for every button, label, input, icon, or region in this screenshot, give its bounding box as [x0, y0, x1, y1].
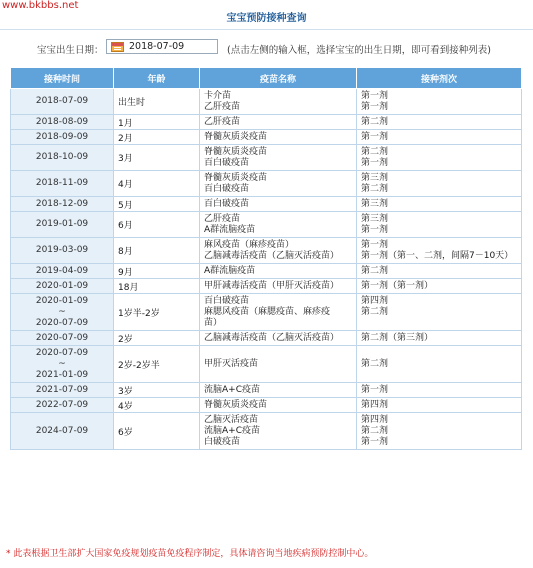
cell-date-line: 2020-07-09: [35, 347, 89, 358]
cell-vaccine-line: 甲肝减毒活疫苗（甲肝灭活疫苗）: [204, 280, 340, 291]
cell-vaccine-line: A群流脑疫苗: [204, 265, 256, 276]
cell-date-line: ~: [58, 358, 66, 369]
cell-dose-line: 第一剂（第一剂）: [361, 280, 434, 291]
cell-vaccine-line: 白破疫苗: [204, 436, 241, 447]
cell-vaccine: [200, 197, 357, 212]
cell-vaccine-line: 苗）: [204, 317, 223, 328]
cell-date-line: 2020-01-09: [35, 295, 89, 306]
table-row: [11, 197, 522, 212]
table-row: [11, 89, 522, 115]
cell-dose-line: 第二剂: [361, 425, 389, 436]
cell-vaccine-line: 麻风疫苗（麻疹疫苗）: [204, 239, 295, 250]
cell-vaccine: [200, 398, 357, 413]
dob-value: 2018-07-09: [129, 41, 185, 52]
cell-dose-line: 第一剂: [361, 131, 389, 142]
cell-date: [11, 398, 114, 413]
table-row: [11, 130, 522, 145]
cell-vaccine: [200, 294, 357, 331]
cell-date: [11, 145, 114, 171]
title-divider: [0, 29, 533, 30]
cell-date-line: 2020-07-09: [35, 317, 89, 328]
cell-age: 8月: [114, 238, 200, 264]
cell-vaccine-line: 脊髓灰质炎疫苗: [204, 146, 268, 157]
cell-vaccine-line: 乙肝疫苗: [204, 213, 241, 224]
cell-vaccine-line: 流脑A+C疫苗: [204, 425, 260, 436]
cell-age: 2月: [114, 130, 200, 145]
cell-age: 2岁-2岁半: [114, 346, 200, 383]
cell-date-line: 2019-01-09: [35, 219, 89, 229]
cell-vaccine: [200, 171, 357, 197]
cell-date: [11, 238, 114, 264]
cell-dose: [357, 89, 522, 115]
cell-dose-line: 第三剂: [361, 172, 389, 183]
cell-age: 3月: [114, 145, 200, 171]
cell-vaccine: [200, 115, 357, 130]
header-vaccine: 疫苗名称: [200, 68, 357, 89]
cell-dose-line: 第一剂: [361, 157, 389, 168]
cell-date: [11, 383, 114, 398]
dob-input[interactable]: [106, 39, 218, 54]
cell-dose: [357, 115, 522, 130]
cell-date-line: 2018-07-09: [35, 96, 89, 106]
cell-dose-line: 第一剂: [361, 239, 389, 250]
cell-date: [11, 294, 114, 331]
cell-vaccine: [200, 346, 357, 383]
cell-dose: [357, 398, 522, 413]
cell-dose-line: 第一剂（第一、二剂，间隔7－10天）: [361, 250, 514, 261]
cell-dose-line: 第二剂: [361, 358, 389, 369]
cell-dose: [357, 264, 522, 279]
cell-date-line: 2024-07-09: [35, 425, 89, 436]
cell-date-line: 2018-09-09: [35, 131, 89, 142]
cell-vaccine-line: 卡介苗: [204, 90, 232, 101]
cell-dose: [357, 197, 522, 212]
cell-age: 5月: [114, 197, 200, 212]
vaccination-table: [10, 67, 522, 450]
cell-date-line: 2022-07-09: [35, 399, 89, 410]
cell-vaccine: [200, 279, 357, 294]
cell-dose-line: 第二剂: [361, 306, 389, 317]
cell-age: 1月: [114, 115, 200, 130]
table-row: [11, 279, 522, 294]
cell-date-line: 2018-12-09: [35, 198, 89, 209]
cell-dose-line: 第一剂: [361, 90, 389, 101]
cell-date: [11, 264, 114, 279]
cell-date: [11, 346, 114, 383]
cell-date-line: 2020-01-09: [35, 280, 89, 291]
cell-dose-line: 第三剂: [361, 198, 389, 209]
cell-dose-line: 第四剂: [361, 414, 389, 425]
cell-date-line: 2020-07-09: [35, 332, 89, 343]
table-row: [11, 212, 522, 238]
cell-dose: [357, 279, 522, 294]
cell-vaccine-line: 百白破疫苗: [204, 157, 250, 168]
cell-vaccine: [200, 145, 357, 171]
table-row: [11, 398, 522, 413]
cell-vaccine-line: 乙脑减毒活疫苗（乙脑灭活疫苗）: [204, 332, 340, 343]
cell-dose-line: 第一剂: [361, 224, 389, 235]
header-date: 接种时间: [11, 68, 114, 89]
cell-vaccine-line: 麻腮风疫苗（麻腮疫苗、麻疹疫: [204, 306, 331, 317]
cell-vaccine-line: 乙脑减毒活疫苗（乙脑灭活疫苗）: [204, 250, 340, 261]
cell-date-line: 2019-03-09: [35, 245, 89, 255]
cell-dose-line: 第二剂: [361, 265, 389, 276]
cell-dose: [357, 212, 522, 238]
cell-vaccine: [200, 383, 357, 398]
cell-date-line: 2018-10-09: [35, 152, 89, 162]
cell-dose: [357, 413, 522, 450]
header-age: 年龄: [114, 68, 200, 89]
site-watermark: www.bkbbs.net: [2, 0, 79, 11]
cell-age: 4岁: [114, 398, 200, 413]
cell-date-line: 2019-04-09: [35, 265, 89, 276]
cell-age: 18月: [114, 279, 200, 294]
cell-age: 4月: [114, 171, 200, 197]
cell-dose-line: 第一剂: [361, 384, 389, 395]
table-row: [11, 264, 522, 279]
cell-dose-line: 第二剂: [361, 183, 389, 194]
table-row: [11, 294, 522, 331]
cell-vaccine-line: 百白破疫苗: [204, 183, 250, 194]
table-row: [11, 171, 522, 197]
cell-dose-line: 第三剂: [361, 213, 389, 224]
header-dose: 接种剂次: [357, 68, 522, 89]
cell-dose-line: 第一剂: [361, 101, 389, 112]
table-row: [11, 238, 522, 264]
cell-dose-line: [361, 318, 517, 329]
cell-date-line: 2021-01-09: [35, 369, 89, 380]
cell-date: [11, 212, 114, 238]
dob-hint: (点击左侧的输入框，选择宝宝的出生日期，即可看到接种列表): [227, 45, 491, 56]
cell-vaccine-line: 脊髓灰质炎疫苗: [204, 172, 268, 183]
cell-vaccine: [200, 264, 357, 279]
table-row: [11, 331, 522, 346]
cell-age: 6岁: [114, 413, 200, 450]
cell-vaccine: [200, 238, 357, 264]
cell-dose-line: 第二剂: [361, 116, 389, 127]
cell-dose-line: 第四剂: [361, 295, 389, 306]
table-row: [11, 115, 522, 130]
cell-vaccine-line: 乙肝疫苗: [204, 116, 241, 127]
table-row: [11, 413, 522, 450]
cell-age: 2岁: [114, 331, 200, 346]
cell-date-line: 2018-08-09: [35, 116, 89, 127]
cell-date-line: 2018-11-09: [35, 178, 89, 188]
dob-label: 宝宝出生日期：: [37, 45, 104, 56]
cell-dose: [357, 383, 522, 398]
cell-vaccine-line: 乙脑灭活疫苗: [204, 414, 259, 425]
cell-dose-line: 第一剂: [361, 436, 389, 447]
cell-vaccine-line: 乙肝疫苗: [204, 101, 241, 112]
cell-age: 3岁: [114, 383, 200, 398]
calendar-icon[interactable]: [111, 42, 124, 52]
cell-vaccine-line: A群流脑疫苗: [204, 224, 256, 235]
cell-age: 9月: [114, 264, 200, 279]
cell-vaccine-line: 百白破疫苗: [204, 295, 250, 306]
cell-dose-line: 第四剂: [361, 399, 389, 410]
cell-dose: [357, 130, 522, 145]
cell-vaccine-line: 甲肝灭活疫苗: [204, 358, 259, 369]
cell-date: [11, 89, 114, 115]
cell-date: [11, 171, 114, 197]
cell-date: [11, 115, 114, 130]
cell-date: [11, 279, 114, 294]
cell-dose: [357, 331, 522, 346]
cell-dose-line: 第二剂（第三剂）: [361, 332, 434, 343]
cell-vaccine-line: 流脑A+C疫苗: [204, 384, 260, 395]
cell-vaccine-line: 脊髓灰质炎疫苗: [204, 399, 268, 410]
cell-age: 1岁半-2岁: [114, 294, 200, 331]
cell-dose: [357, 238, 522, 264]
cell-date: [11, 331, 114, 346]
cell-date: [11, 130, 114, 145]
page-title: 宝宝预防接种查询: [226, 13, 307, 24]
cell-date: [11, 413, 114, 450]
cell-date-line: ~: [58, 306, 66, 317]
cell-date: [11, 197, 114, 212]
cell-vaccine: [200, 212, 357, 238]
cell-dose: [357, 171, 522, 197]
cell-vaccine-line: 脊髓灰质炎疫苗: [204, 131, 268, 142]
table-row: [11, 145, 522, 171]
table-row: [11, 346, 522, 383]
cell-vaccine: [200, 331, 357, 346]
cell-date-line: 2021-07-09: [35, 384, 89, 395]
cell-dose-line: 第二剂: [361, 146, 389, 157]
cell-age: 6月: [114, 212, 200, 238]
table-header-row: [11, 68, 522, 89]
cell-vaccine: [200, 130, 357, 145]
footnote: * 此表根据卫生部扩大国家免疫规划疫苗免疫程序制定，具体请咨询当地疾病预防控制中心。: [6, 549, 374, 559]
cell-dose: [357, 294, 522, 331]
table-row: [11, 383, 522, 398]
cell-age: 出生时: [114, 89, 200, 115]
cell-dose: [357, 145, 522, 171]
cell-vaccine: [200, 413, 357, 450]
cell-dose: [357, 346, 522, 383]
cell-vaccine: [200, 89, 357, 115]
cell-vaccine-line: 百白破疫苗: [204, 198, 250, 209]
